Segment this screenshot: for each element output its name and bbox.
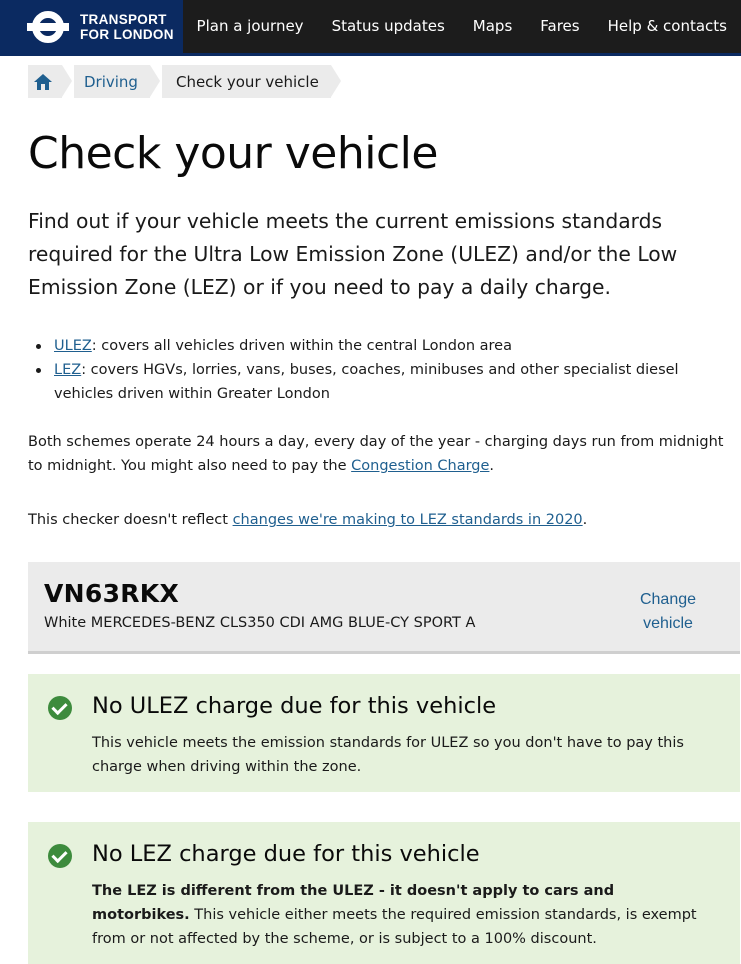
vehicle-description: White MERCEDES-BENZ CLS350 CDI AMG BLUE-CY SPORT A xyxy=(44,615,476,631)
ulez-link[interactable]: ULEZ xyxy=(54,338,92,354)
breadcrumb xyxy=(28,65,343,98)
lez-description: : covers HGVs, lorries, vans, buses, coaches, minibuses and other specialist diesel vehicles driven within Greater London xyxy=(54,362,679,402)
change-vehicle-link[interactable] xyxy=(628,588,708,636)
breadcrumb-driving[interactable] xyxy=(74,65,150,98)
lez-result-text: This vehicle either meets the required emission standards, is exempt from or not affected by the scheme, or is subject to a 100% discount. xyxy=(92,907,697,947)
list-item xyxy=(36,334,726,358)
schemes-info-text: Both schemes operate 24 hours a day, every day of the year - charging days run from midnight to midnight. You might also need to pay the xyxy=(28,434,724,474)
main-nav xyxy=(183,0,741,53)
nav-help-contacts[interactable]: Help & contacts xyxy=(607,17,727,35)
lez-result-title: No LEZ charge due for this vehicle xyxy=(92,841,480,867)
check-circle-icon xyxy=(48,696,72,720)
check-circle-icon xyxy=(48,844,72,868)
intro-text: Find out if your vehicle meets the current emissions standards required for the Ultra Low Emission Zone (ULEZ) and/or the Low Emission Zone (LEZ) or if you need to pay a daily charge. xyxy=(28,209,678,299)
schemes-info xyxy=(28,430,734,478)
page-title: Check your vehicle xyxy=(28,128,438,179)
vehicle-registration: VN63RKX xyxy=(44,579,180,608)
nav-maps[interactable]: Maps xyxy=(472,17,513,35)
lez-changes-link[interactable]: changes we're making to LEZ standards in 2020 xyxy=(232,512,583,528)
ulez-result-body xyxy=(92,731,712,779)
breadcrumb-home[interactable] xyxy=(28,65,62,98)
brand-name: TRANSPORT FOR LONDON xyxy=(80,11,174,42)
change-vehicle-line1: Change xyxy=(639,591,697,608)
vehicle-summary xyxy=(28,562,740,654)
lez-link[interactable]: LEZ xyxy=(54,362,82,378)
schemes-info-end: . xyxy=(489,458,495,474)
lez-result-bold: The LEZ is different from the ULEZ - it doesn't apply to cars and motorbikes. xyxy=(92,883,615,923)
ulez-result-text: This vehicle meets the emission standards for ULEZ so you don't have to pay this charge when driving within the zone. xyxy=(92,735,684,775)
checker-note-end: . xyxy=(582,512,588,528)
breadcrumb-current-label: Check your vehicle xyxy=(175,72,319,91)
breadcrumb-current xyxy=(162,65,331,98)
lez-result-panel xyxy=(28,822,740,964)
tfl-logo-link[interactable] xyxy=(0,0,183,53)
lez-result-body xyxy=(92,879,712,951)
list-item xyxy=(36,358,726,406)
nav-status-updates[interactable]: Status updates xyxy=(331,17,445,35)
home-icon xyxy=(34,74,52,90)
nav-fares[interactable]: Fares xyxy=(540,17,580,35)
nav-plan-a-journey[interactable]: Plan a journey xyxy=(196,17,304,35)
change-vehicle-line2: vehicle xyxy=(643,615,693,632)
checker-note-text: This checker doesn't reflect xyxy=(28,512,233,528)
breadcrumb-driving-label[interactable]: Driving xyxy=(84,72,138,91)
ulez-description: : covers all vehicles driven within the central London area xyxy=(91,338,512,354)
ulez-result-title: No ULEZ charge due for this vehicle xyxy=(92,693,497,719)
scheme-list xyxy=(36,334,726,406)
congestion-charge-link[interactable]: Congestion Charge xyxy=(351,458,490,474)
ulez-result-panel xyxy=(28,674,740,792)
site-header xyxy=(0,0,741,56)
tfl-roundel-icon xyxy=(27,11,69,43)
checker-note xyxy=(28,508,734,532)
